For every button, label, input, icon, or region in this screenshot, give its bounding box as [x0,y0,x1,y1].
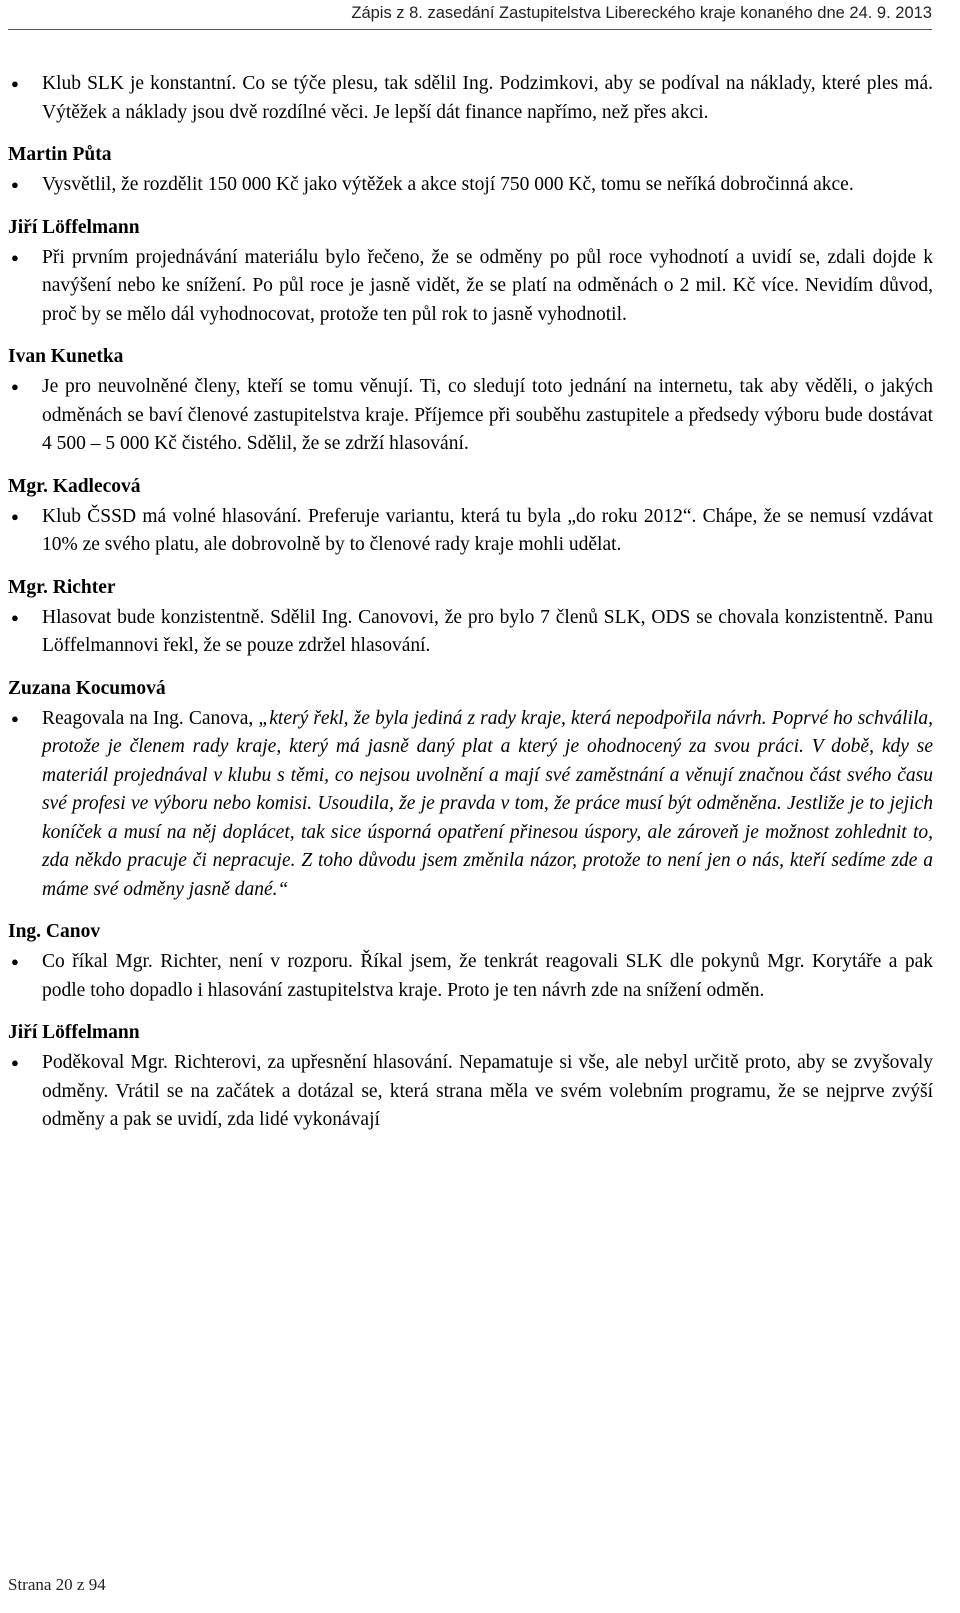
speaker-name: Mgr. Richter [8,576,116,598]
document-body [8,70,933,1135]
paragraph-text: Klub SLK je konstantní. Co se týče plesu, tak sdělil Ing. Podzimkovi, aby se podíval na náklady, které ples má. Výtěžek a náklady jsou dvě rozdílné věci. Je lepší dát finance napřímo, než přes akci. [42,73,933,123]
header-divider [8,29,932,30]
paragraph-text: Hlasovat bude konzistentně. Sdělil Ing. Canovovi, že pro bylo 7 členů SLK, ODS se chovala konzistentně. Panu Löffelmannovi řekl, že se pouze zdržel hlasování. [42,606,933,656]
paragraph [8,604,933,661]
paragraph [8,373,933,459]
bullet-icon: ● [11,954,19,969]
paragraph-text: Vysvětlil, že rozdělit 150 000 Kč jako výtěžek a akce stojí 750 000 Kč, tomu se neříká dobročinná akce. [42,174,854,195]
bullet-icon: ● [11,508,19,524]
paragraph [8,171,933,200]
speaker-name: Jiří Löffelmann [8,1022,140,1043]
bullet-icon: ● [11,1055,19,1070]
document-header: Zápis z 8. zasedání Zastupitelstva Libereckého kraje konaného dne 24. 9. 2013 [351,4,932,22]
bullet-icon: ● [11,76,19,91]
bullet-icon: ● [11,379,19,394]
paragraph [8,1049,933,1135]
paragraph [8,70,933,127]
paragraph-text: Klub ČSSD má volné hlasování. Preferuje variantu, která tu byla „do roku 2012“. Chápe, že se nemusí vzdávat 10% ze svého platu, ale dobrovolně by to členové rady kraje mohli udělat. [42,505,933,555]
bullet-icon: ● [11,249,19,265]
speaker-name: Martin Půta [8,144,112,165]
speaker-name: Ing. Canov [8,921,101,942]
paragraph-text: Poděkoval Mgr. Richterovi, za upřesnění hlasování. Nepamatuje si vše, ale nebyl určitě proto, aby se zvyšovaly odměny. Vrátil se na začátek a dotázal se, která strana měla ve svém volebním programu, že se nejprve zvýší odměny a pak se uvidí, zda lidé vykonávají [42,1052,933,1130]
paragraph-text: Je pro neuvolněné členy, kteří se tomu věnují. Ti, co sledují toto jednání na internetu, tak aby věděli, o jakých odměnách se baví členové zastupitelstva kraje. Příjemce při souběhu zastupitele a předsedy výboru bude dostávat 4 500 – 5 000 Kč čistého. Sdělil, že se zdrží hlasování. [42,376,933,454]
page-number: Strana 20 z 94 [8,1575,106,1594]
paragraph [8,705,933,905]
speaker-name: Ivan Kunetka [8,346,124,367]
speaker-name: Jiří Löffelmann [8,216,140,238]
speaker-name: Mgr. Kadlecová [8,475,141,497]
bullet-icon: ● [11,177,19,192]
speaker-name: Zuzana Kocumová [8,677,166,699]
paragraph-text: Reagovala na Ing. Canova, [42,707,259,729]
quoted-text: „který řekl, že byla jediná z rady kraje, která nepodpořila návrh. Poprvé ho schválila, protože je členem rady kraje, který má jasně daný plat a který je ohodnocený za svou práci. V době, kdy se materiál projednával v klubu s těmi, co nejsou uvolnění a mají své zaměstnání a věnují značnou část svého času své profesi ve výboru nebo komisi. Usoudila, že je pravda v tom, že práce musí být odměněna. Jestliže je to jejich koníček a musí na něj doplácet, tak sice úsporná opatření přinesou úspory, ale zároveň je možnost zohlednit to, zda někdo pracuje či nepracuje. Z toho důvodu jsem změnila názor, protože to není jen o nás, kteří sedíme zde a máme své odměny jasně dané.“ [42,707,933,900]
paragraph-text: Při prvním projednávání materiálu bylo řečeno, že se odměny po půl roce vyhodnotí a uvidí se, zdali dojde k navýšení nebo ke snížení. Po půl roce je jasně vidět, že se platí na odměnách o 2 mil. Kč více. Nevidím důvod, proč by se mělo dál vyhodnocovat, protože ten půl rok to jasně vyhodnotil. [42,246,933,325]
paragraph [8,948,933,1005]
paragraph-text: Co říkal Mgr. Richter, není v rozporu. Říkal jsem, že tenkrát reagovali SLK dle pokynů Mgr. Korytáře a pak podle toho dopadlo i hlasování zastupitelstva kraje. Proto je ten návrh zde na snížení odměn. [42,951,933,1001]
bullet-icon: ● [11,710,19,726]
paragraph [8,503,933,560]
bullet-icon: ● [11,609,19,625]
paragraph [8,244,933,330]
